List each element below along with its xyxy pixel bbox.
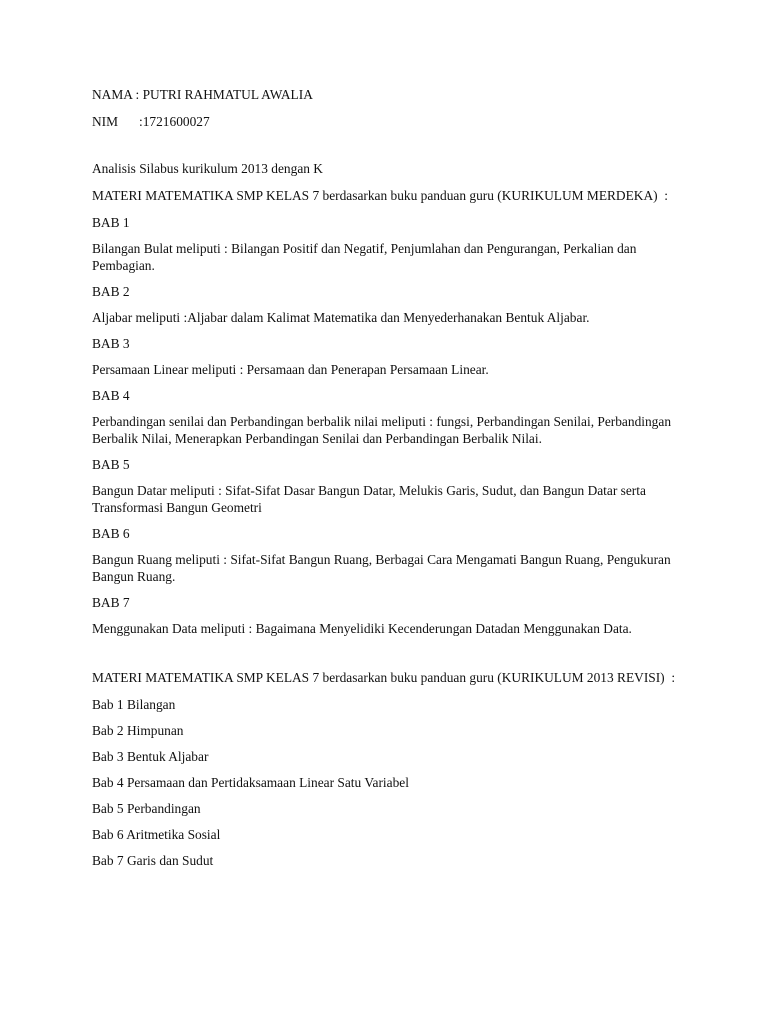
bab-2-label: BAB 2 [92,284,130,299]
list-item: Bab 1 Bilangan [92,697,176,712]
intro-line: Analisis Silabus kurikulum 2013 dengan K [92,161,323,176]
list-item: Bab 6 Aritmetika Sosial [92,827,221,842]
student-nim [92,113,682,130]
list-item: Bab 5 Perbandingan [92,801,201,816]
bab-2-desc: Aljabar meliputi :Aljabar dalam Kalimat Matematika dan Menyederhanakan Bentuk Aljabar. [92,310,590,325]
document-page [92,86,682,869]
student-name: NAMA : PUTRI RAHMATUL AWALIA [92,87,313,102]
bab-6-label: BAB 6 [92,526,130,541]
section1-title: MATERI MATEMATIKA SMP KELAS 7 berdasarkan buku panduan guru (KURIKULUM MERDEKA) : [92,188,668,203]
nim-label: NIM [92,114,119,129]
bab-3-label: BAB 3 [92,336,130,351]
list-item: Bab 3 Bentuk Aljabar [92,749,209,764]
bab-6-desc: Bangun Ruang meliputi : Sifat-Sifat Bangun Ruang, Berbagai Cara Mengamati Bangun Ruang, Pengukuran Bangun Ruang. [92,552,671,584]
bab-3-desc: Persamaan Linear meliputi : Persamaan dan Penerapan Persamaan Linear. [92,362,489,377]
nim-value: :1721600027 [139,114,210,129]
bab-4-label: BAB 4 [92,388,130,403]
bab-4-desc: Perbandingan senilai dan Perbandingan berbalik nilai meliputi : fungsi, Perbandingan Senilai, Perbandingan Berbalik Nilai, Menerapkan Perbandingan Senilai dan Perbandingan Berbalik Nilai. [92,414,672,446]
list-item: Bab 2 Himpunan [92,723,184,738]
bab-1-desc: Bilangan Bulat meliputi : Bilangan Positif dan Negatif, Penjumlahan dan Pengurangan, Perkalian dan Pembagian. [92,241,637,273]
list-item: Bab 7 Garis dan Sudut [92,853,214,868]
list-item: Bab 4 Persamaan dan Pertidaksamaan Linear Satu Variabel [92,775,409,790]
section2-title: MATERI MATEMATIKA SMP KELAS 7 berdasarkan buku panduan guru (KURIKULUM 2013 REVISI) : [92,670,676,685]
bab-7-label: BAB 7 [92,595,130,610]
bab-7-desc: Menggunakan Data meliputi : Bagaimana Menyelidiki Kecenderungan Datadan Menggunakan Data. [92,621,632,636]
bab-5-label: BAB 5 [92,457,130,472]
bab-1-label: BAB 1 [92,215,130,230]
bab-5-desc: Bangun Datar meliputi : Sifat-Sifat Dasar Bangun Datar, Melukis Garis, Sudut, dan Bangun Datar serta Transformasi Bangun Geometri [92,483,646,515]
